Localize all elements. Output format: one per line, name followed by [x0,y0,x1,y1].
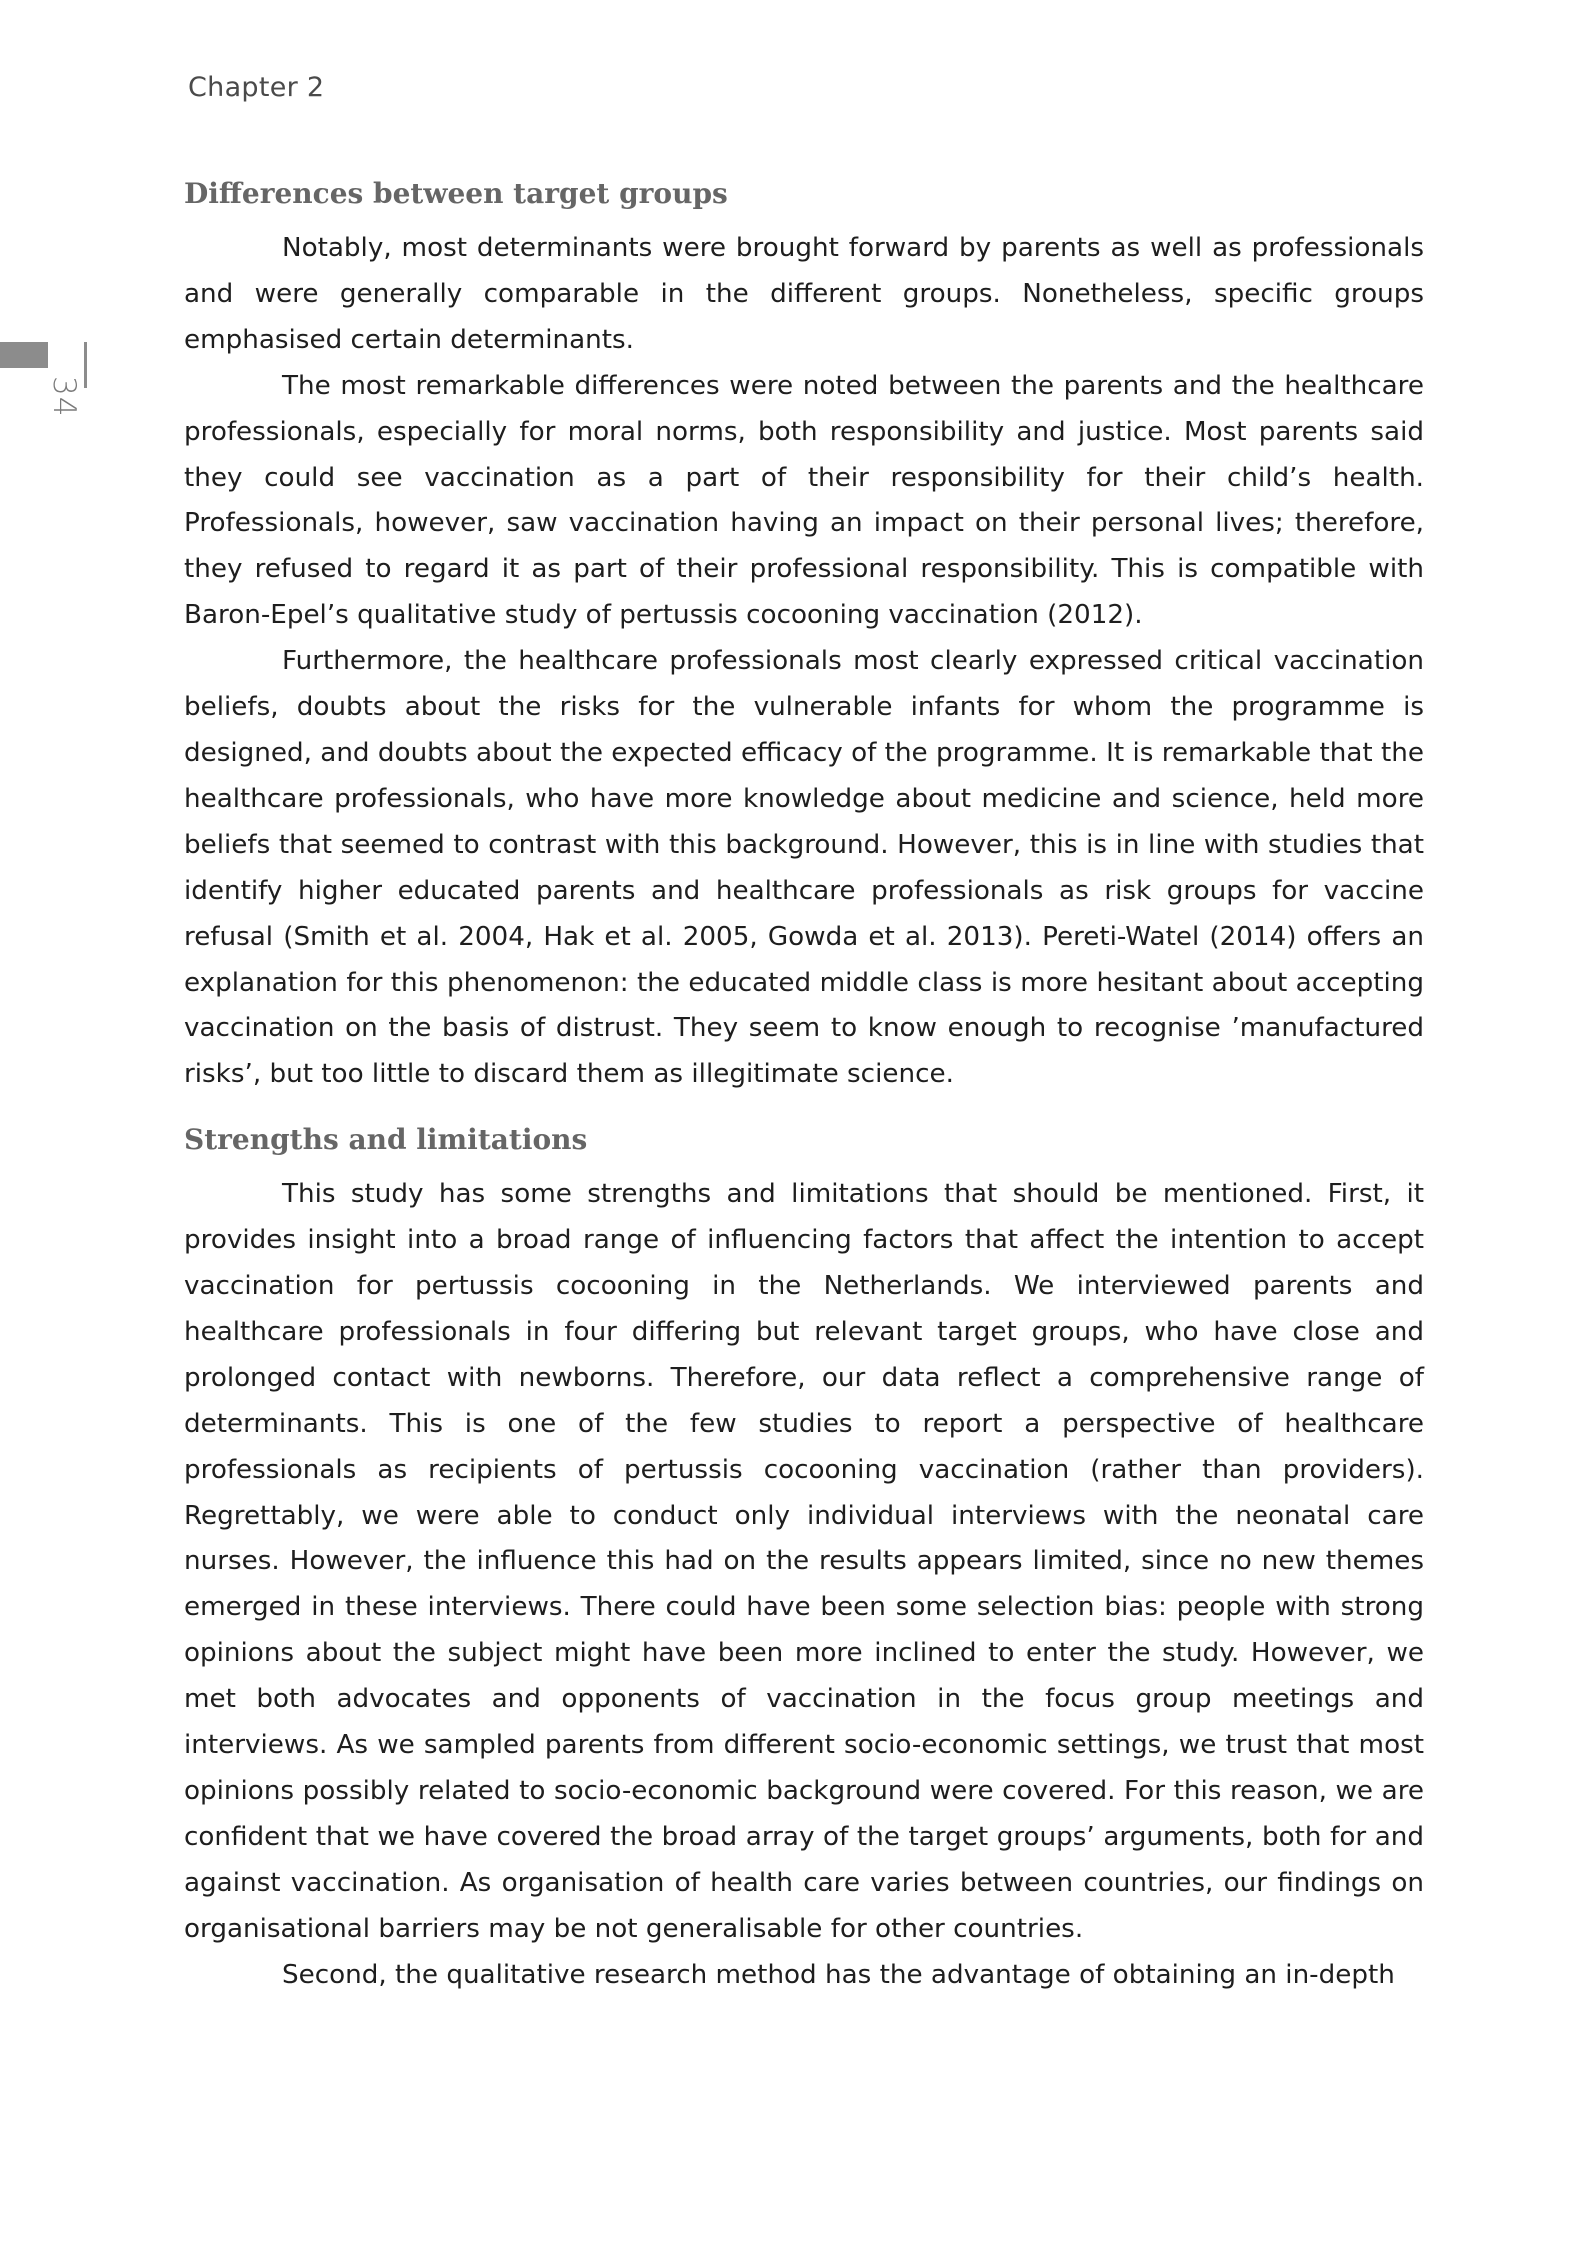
paragraph: This study has some strengths and limitations that should be mentioned. First, it provides insight into a broad range of influencing factors that affect the intention to accept vaccination for pertussis cocooning in the Netherlands. We interviewed parents and healthcare professionals in four differing but relevant target groups, who have close and prolonged contact with newborns. Therefore, our data reflect a comprehensive range of determinants. This is one of the few studies to report a perspective of healthcare professionals as recipients of pertussis cocooning vaccination (rather than providers). Regrettably, we were able to conduct only individual interviews with the neonatal care nurses. However, the influence this had on the results appears limited, since no new themes emerged in these interviews. There could have been some selection bias: people with strong opinions about the subject might have been more inclined to enter the study. However, we met both advocates and opponents of vaccination in the focus group meetings and interviews. As we sampled parents from different socio-economic settings, we trust that most opinions possibly related to socio-economic background were covered. For this reason, we are confident that we have covered the broad array of the target groups’ arguments, both for and against vaccination. As organisation of health care varies between countries, our findings on organisational barriers may be not generalisable for other countries. [184,1179,1424,1944]
paragraph: Notably, most determinants were brought forward by parents as well as professionals and were generally comparable in the different groups. Nonetheless, specific groups emphasised certain determinants. [184,233,1424,355]
page-body [184,170,1424,1999]
section-heading: Differences between target groups [184,177,728,210]
paragraph: Furthermore, the healthcare professionals most clearly expressed critical vaccination beliefs, doubts about the risks for the vulnerable infants for whom the programme is designed, and doubts about the expected efficacy of the programme. It is remarkable that the healthcare professionals, who have more knowledge about medicine and science, held more beliefs that seemed to contrast with this background. However, this is in line with studies that identify higher educated parents and healthcare professionals as risk groups for vaccine refusal (Smith et al. 2004, Hak et al. 2005, Gowda et al. 2013). Pereti-Watel (2014) offers an explanation for this phenomenon: the educated middle class is more hesitant about accepting vaccination on the basis of distrust. They seem to know enough to recognise ’manufactured risks’, but too little to discard them as illegitimate science. [184,646,1424,1090]
running-header: Chapter 2 [188,72,325,103]
section-strengths-limitations [184,1116,1424,1998]
paragraph: Second, the qualitative research method has the advantage of obtaining an in-depth [282,1959,1395,1990]
page-marker-rule [84,342,87,388]
page-marker-bar [0,342,48,368]
paragraph: The most remarkable differences were noted between the parents and the healthcare professionals, especially for moral norms, both responsibility and justice. Most parents said they could see vaccination as a part of their responsibility for their child’s health. Professionals, however, saw vaccination having an impact on their personal lives; therefore, they refused to regard it as part of their professional responsibility. This is compatible with Baron-Epel’s qualitative study of pertussis cocooning vaccination (2012). [184,370,1424,631]
page-number-marker [0,342,88,432]
section-differences [184,170,1424,1098]
page-number: 34 [46,376,82,418]
section-heading: Strengths and limitations [184,1123,588,1157]
section-spacer [184,1098,1424,1116]
